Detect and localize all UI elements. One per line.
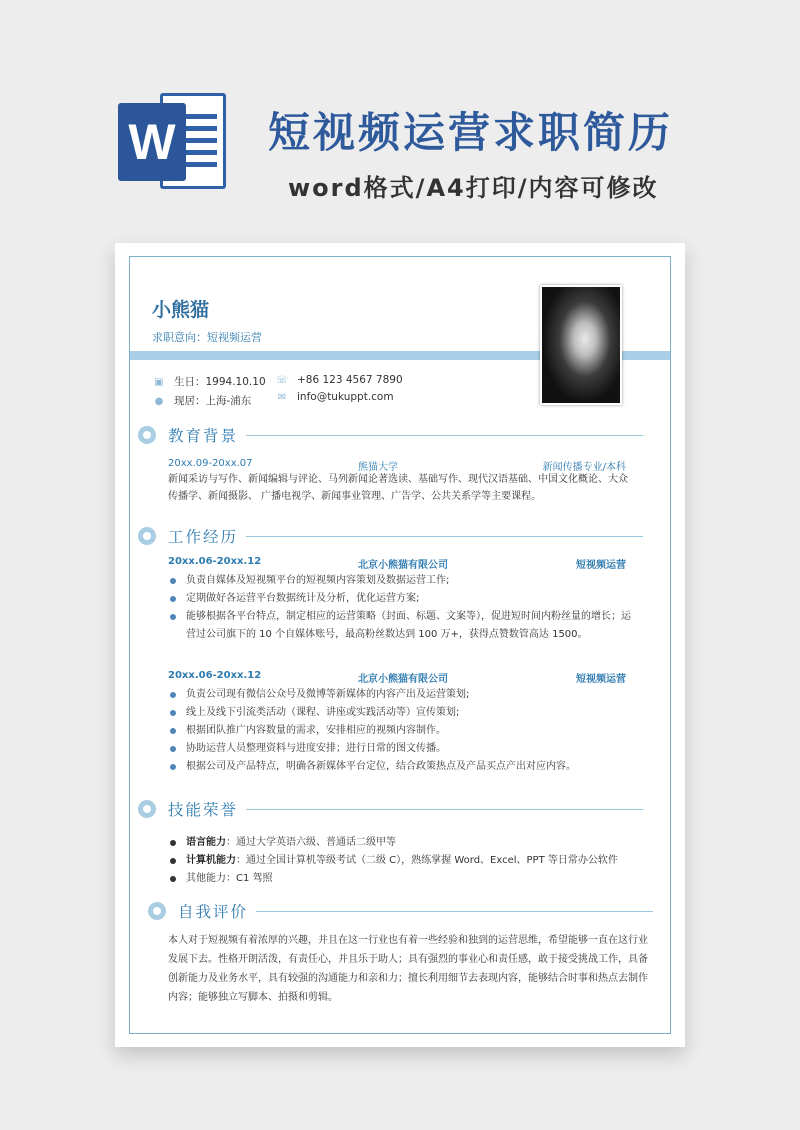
- job-intent: 求职意向：短视频运营: [152, 331, 262, 344]
- self-evaluation-text: 本人对于短视频有着浓厚的兴趣，并且在这一行业也有着一些经验和独到的运营思维，希望能够一直在这行业发展下去。性格开朗活泼，有责任心，并且乐于助人；具有强烈的事业心和责任感，敢于接受挑战工作，具备创新能力及业务水平，具有较强的沟通能力和亲和力；擅长利用细节去表现内容，能够结合时事和热点去制作内容；能够独立写脚本、拍摄和剪辑。: [168, 935, 648, 1003]
- section-bullet-icon: [138, 527, 156, 545]
- list-item: [170, 870, 640, 888]
- list-item: 定期做好各运营平台数据统计及分析，优化运营方案;: [170, 590, 640, 608]
- list-item: [170, 834, 640, 852]
- job-duties-1: [170, 572, 640, 644]
- section-divider: [246, 536, 643, 537]
- section-bullet-icon: [148, 902, 166, 920]
- section-skills: [138, 798, 655, 822]
- phone-info: [275, 374, 403, 386]
- skill-text: ：通过大学英语六级、普通话二级甲等: [226, 837, 396, 848]
- list-item: [170, 852, 640, 870]
- list-item: 负责公司现有微信公众号及微博等新媒体的内容产出及运营策划;: [170, 686, 640, 704]
- job-period: 20xx.06-20xx.12: [168, 670, 262, 681]
- portrait-image: [542, 287, 620, 403]
- location-info: [152, 393, 251, 408]
- calendar-icon: ▣: [154, 377, 164, 388]
- section-divider: [246, 435, 643, 436]
- section-title: 工作经历: [168, 528, 239, 546]
- skills-list: [170, 834, 640, 888]
- list-item: 协助运营人员整理资料与进度安排；进行日常的图文传播。: [170, 740, 640, 758]
- skill-text: ：通过全国计算机等级考试（二级 C），熟练掌握 Word、Excel、PPT 等日常办公软件: [236, 855, 618, 866]
- resume-page: [115, 243, 685, 1047]
- birth-text: 生日：1994.10.10: [174, 376, 266, 388]
- section-education: [138, 424, 655, 448]
- skill-text: 其他能力：C1 驾照: [186, 873, 273, 884]
- job-row-1: [168, 556, 626, 570]
- word-icon: [118, 85, 228, 195]
- list-item: 根据团队推广内容数量的需求，安排相应的视频内容制作。: [170, 722, 640, 740]
- job-position: 短视频运营: [576, 560, 626, 571]
- email-icon: ✉: [277, 392, 287, 403]
- location-text: 现居：上海-浦东: [174, 395, 252, 407]
- birth-info: [152, 374, 266, 389]
- section-title: 技能荣誉: [168, 801, 239, 819]
- section-title: 教育背景: [168, 427, 239, 445]
- word-letter-badge: W: [118, 103, 186, 181]
- skill-label: 语言能力: [186, 837, 226, 848]
- job-company: 北京小熊猫有限公司: [358, 560, 448, 571]
- list-item: 线上及线下引流类活动（课程、讲座或实践活动等）宣传策划;: [170, 704, 640, 722]
- education-school: 熊猫大学: [358, 462, 398, 473]
- section-self: [148, 900, 665, 924]
- job-company: 北京小熊猫有限公司: [358, 674, 448, 685]
- section-bullet-icon: [138, 426, 156, 444]
- education-major: 新闻传播专业/本科: [542, 462, 626, 473]
- job-duties-2: [170, 686, 640, 776]
- section-divider: [246, 809, 643, 810]
- section-divider: [256, 911, 653, 912]
- education-courses: 新闻采访与写作、新闻编辑与评论、马列新闻论著选读、基础写作、现代汉语基础、中国文化概论、大众传播学、新闻摄影、 广播电视学、新闻事业管理、广告学、公共关系学等主要课程。: [168, 474, 628, 502]
- section-work: [138, 525, 655, 549]
- profile-photo: [540, 285, 622, 405]
- phone-icon: ☏: [275, 375, 289, 386]
- email-text: info@tukuppt.com: [297, 391, 394, 403]
- job-position: 短视频运营: [576, 674, 626, 685]
- location-pin-icon: ●: [154, 396, 164, 407]
- section-bullet-icon: [138, 800, 156, 818]
- education-period: 20xx.09-20xx.07: [168, 458, 253, 469]
- email-info: [275, 391, 394, 403]
- phone-text: +86 123 4567 7890: [297, 374, 403, 386]
- candidate-name: 小熊猫: [152, 299, 210, 321]
- job-row-2: [168, 670, 626, 684]
- education-row: [168, 458, 626, 472]
- banner-title: 短视频运营求职简历: [268, 108, 674, 157]
- section-title: 自我评价: [178, 903, 249, 921]
- skill-label: 计算机能力: [186, 855, 236, 866]
- list-item: 根据公司及产品特点，明确各新媒体平台定位，结合政策热点及产品买点产出对应内容。: [170, 758, 640, 776]
- job-period: 20xx.06-20xx.12: [168, 556, 262, 567]
- list-item: 负责自媒体及短视频平台的短视频内容策划及数据运营工作;: [170, 572, 640, 590]
- banner-subtitle: word格式/A4打印/内容可修改: [288, 174, 659, 202]
- list-item: 能够根据各平台特点，制定相应的运营策略（封面、标题、文案等），促进短时间内粉丝量的增长；运营过公司旗下的 10 个自媒体账号，最高粉丝数达到 100 万+，获得点赞数管高达 1500。: [170, 608, 640, 644]
